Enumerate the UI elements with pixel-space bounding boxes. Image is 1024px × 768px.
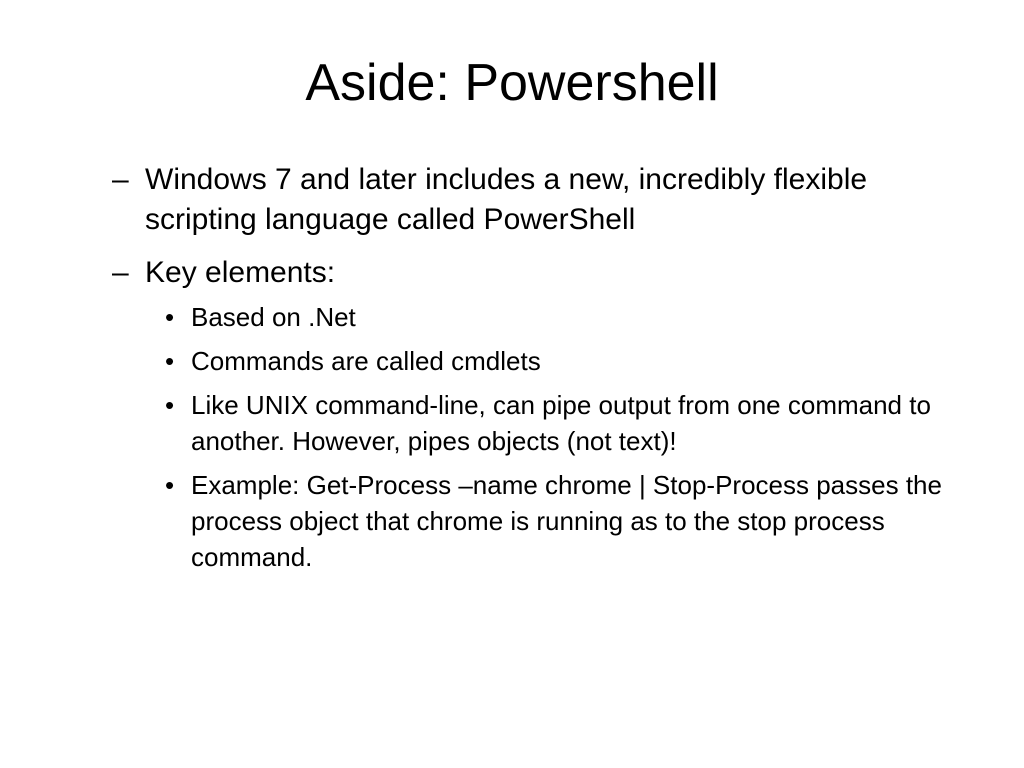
bullet-list — [112, 160, 952, 588]
sub-bullet-list — [145, 299, 952, 575]
sub-bullet-text: Commands are called cmdlets — [191, 346, 541, 376]
bullet-marker: • — [165, 346, 175, 376]
bullet-text: Windows 7 and later includes a new, incredibly flexible scripting language called PowerShell — [145, 163, 868, 236]
bullet-item-windows7 — [112, 160, 952, 240]
slide-title: Aside: Powershell — [305, 54, 719, 112]
sub-bullet-item — [145, 343, 952, 379]
dash-marker: – — [112, 256, 129, 289]
sub-bullet-item — [145, 299, 952, 335]
bullet-marker: • — [165, 470, 175, 500]
bullet-text: Key elements: — [145, 256, 336, 289]
sub-bullet-item — [145, 387, 952, 459]
sub-bullet-text: Example: Get-Process –name chrome | Stop-Process passes the process object that chrome is running as to the stop process command. — [191, 470, 942, 572]
dash-marker: – — [112, 163, 129, 196]
bullet-marker: • — [165, 302, 175, 332]
sub-bullet-item — [145, 467, 952, 575]
bullet-marker: • — [165, 390, 175, 420]
bullet-item-key-elements — [112, 253, 952, 575]
sub-bullet-text: Based on .Net — [191, 302, 356, 332]
sub-bullet-text: Like UNIX command-line, can pipe output from one command to another. However, pipes objects (not text)! — [191, 390, 931, 456]
